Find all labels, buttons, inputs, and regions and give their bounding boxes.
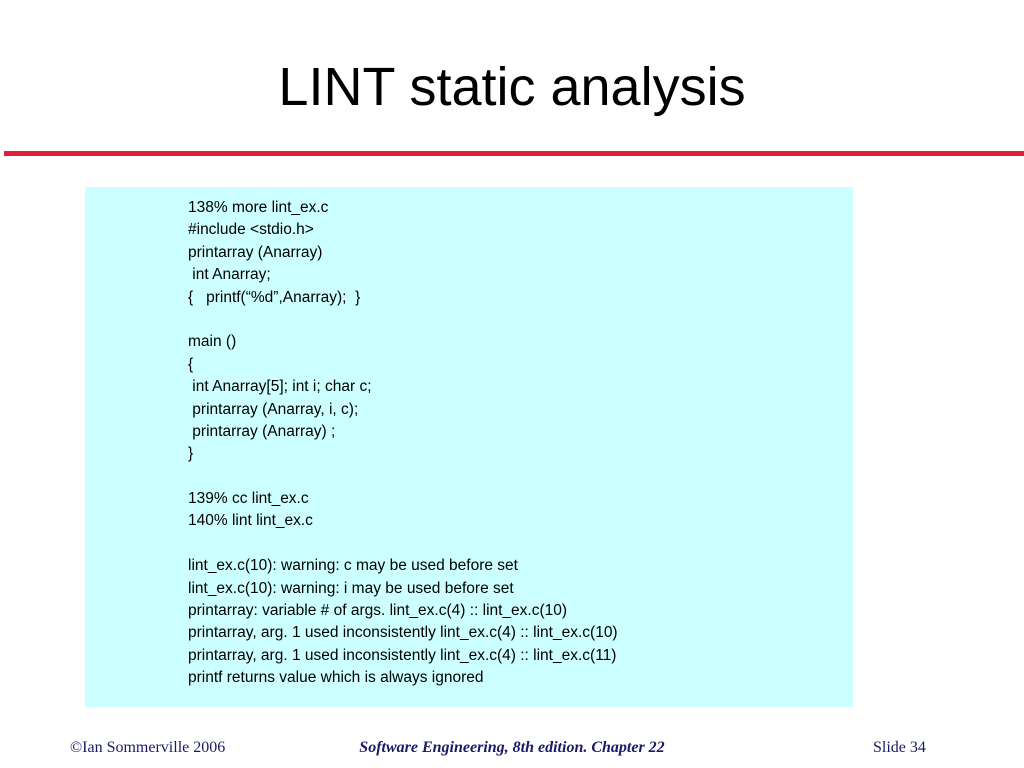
footer-copyright: ©Ian Sommerville 2006 xyxy=(70,739,226,756)
code-line: int Anarray[5]; int i; char c; xyxy=(188,378,372,396)
code-line: main () xyxy=(188,333,237,351)
code-line: } xyxy=(188,445,194,463)
code-line: #include <stdio.h> xyxy=(188,221,314,239)
code-line: 138% more lint_ex.c xyxy=(188,199,329,216)
code-line: int Anarray; xyxy=(188,266,271,284)
code-line xyxy=(188,466,618,488)
slide-title: LINT static analysis xyxy=(278,57,746,117)
code-line: { xyxy=(188,355,194,373)
footer-slide-number: Slide 34 xyxy=(873,739,926,756)
code-line: printarray (Anarray, i, c); xyxy=(188,400,359,418)
code-line: printarray, arg. 1 used inconsistently lint_ex.c(4) :: lint_ex.c(10) xyxy=(188,624,618,642)
code-listing-box xyxy=(85,187,853,707)
code-line: printarray (Anarray) ; xyxy=(188,422,336,440)
code-line: 140% lint lint_ex.c xyxy=(188,512,313,530)
code-line: 139% cc lint_ex.c xyxy=(188,490,309,508)
code-line: lint_ex.c(10): warning: i may be used before set xyxy=(188,579,514,597)
footer-book-title: Software Engineering, 8th edition. Chapter 22 xyxy=(359,739,665,756)
code-line: lint_ex.c(10): warning: c may be used before set xyxy=(188,557,518,575)
code-listing xyxy=(188,197,618,690)
code-line xyxy=(188,309,618,331)
code-line xyxy=(188,533,618,555)
code-line: printarray, arg. 1 used inconsistently lint_ex.c(4) :: lint_ex.c(11) xyxy=(188,646,617,664)
title-divider xyxy=(4,151,1024,156)
code-line: printf returns value which is always ignored xyxy=(188,669,484,687)
code-line: printarray: variable # of args. lint_ex.c(4) :: lint_ex.c(10) xyxy=(188,602,568,620)
code-line: { printf(“%d”,Anarray); } xyxy=(188,288,361,306)
code-line: printarray (Anarray) xyxy=(188,243,323,261)
